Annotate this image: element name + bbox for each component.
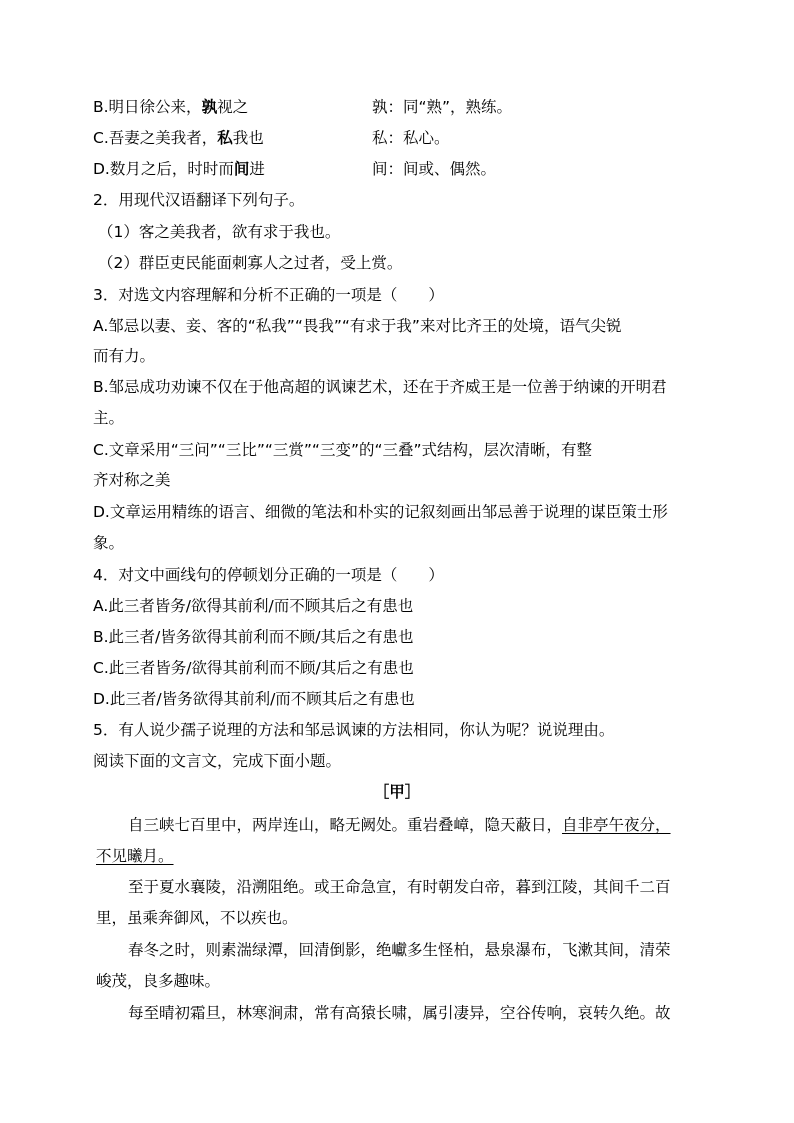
passage-p1-text: 自三峡七百里中，两岸连山，略无阙处。重岩叠嶂，隐天蔽日，	[128, 816, 563, 834]
passage-p1-line1	[128, 815, 671, 835]
q4-option-a: A.此三者皆务/欲得其前利/而不顾其后之有患也	[93, 597, 414, 615]
q3-stem: 3．对选文内容理解和分析不正确的一项是（ ）	[93, 286, 444, 304]
option-b	[93, 97, 248, 117]
passage-p4-line1: 每至晴初霜旦，林寒涧肃，常有高猿长啸，属引凄异，空谷传响，哀转久绝。故	[128, 1004, 671, 1022]
option-c-key: 私	[217, 129, 233, 147]
option-b-key: 孰	[201, 98, 218, 116]
option-b-explain: 孰：同“熟”，熟练。	[372, 98, 513, 116]
q4-option-d: D.此三者/皆务欲得其前利/而不顾其后之有患也	[93, 690, 415, 708]
option-d-key: 间	[233, 160, 250, 178]
option-b-post: 视之	[217, 98, 249, 116]
q3-option-d-line2: 象。	[93, 534, 125, 552]
q3-option-a-line1: A.邹忌以妻、妾、客的“私我”“畏我”“有求于我”来对比齐王的处境，语气尖锐	[93, 317, 622, 335]
underlined-sentence-part1: 自非亭午夜分，	[562, 816, 671, 834]
passage-heading: ［甲］	[373, 782, 421, 801]
q3-option-c-line2: 齐对称之美	[93, 471, 171, 489]
option-d-explain: 间：间或、偶然。	[372, 160, 497, 178]
passage-p2-line2: 里，虽乘奔御风，不以疾也。	[96, 909, 298, 927]
q3-option-b-line2: 主。	[93, 409, 125, 427]
q5-stem: 5．有人说少孺子说理的方法和邹忌讽谏的方法相同，你认为呢？说说理由。	[93, 721, 615, 739]
option-c-pre: C.吾妻之美我者，	[93, 129, 218, 147]
option-b-pre: B.明日徐公来，	[93, 98, 202, 116]
option-d-post: 进	[249, 160, 265, 178]
q4-option-b: B.此三者/皆务欲得其前利而不顾/其后之有患也	[93, 628, 414, 646]
q3-option-a-line2: 而有力。	[93, 347, 156, 365]
q2-sentence-1: （1）客之美我者，欲有求于我也。	[98, 223, 341, 241]
q4-stem: 4．对文中画线句的停顿划分正确的一项是（ ）	[93, 566, 444, 584]
passage-p3-line2: 峻茂，良多趣味。	[96, 972, 221, 990]
q3-option-d-line1: D.文章运用精练的语言、细微的笔法和朴实的记叙刻画出邹忌善于说理的谋臣策士形	[93, 503, 668, 521]
passage-p2-line1: 至于夏水襄陵，沿溯阻绝。或王命急宣，有时朝发白帝，暮到江陵，其间千二百	[128, 878, 671, 896]
option-d-pre: D.数月之后，时时而	[93, 160, 234, 178]
q3-option-c-line1: C.文章采用“三问”“三比”“三赏”“三变”的“三叠”式结构，层次清晰，有整	[93, 441, 593, 459]
option-c-post: 我也	[232, 129, 264, 147]
q2-stem: 2．用现代汉语翻译下列句子。	[93, 191, 305, 209]
q4-option-c: C.此三者皆务/欲得其前利而不顾/其后之有患也	[93, 659, 414, 677]
q3-option-b-line1: B.邹忌成功劝谏不仅在于他高超的讽谏艺术，还在于齐威王是一位善于纳谏的开明君	[93, 378, 667, 396]
option-c	[93, 128, 264, 148]
option-c-explain: 私：私心。	[372, 129, 450, 147]
q2-sentence-2: （2）群臣吏民能面刺寡人之过者，受上赏。	[98, 254, 403, 272]
reading-intro: 阅读下面的文言文，完成下面小题。	[93, 752, 342, 770]
option-d	[93, 159, 265, 179]
passage-p3-line1: 春冬之时，则素湍绿潭，回清倒影，绝巘多生怪柏，悬泉瀑布，飞漱其间，清荣	[128, 941, 671, 959]
underlined-sentence-part2: 不见曦月。	[96, 847, 174, 865]
